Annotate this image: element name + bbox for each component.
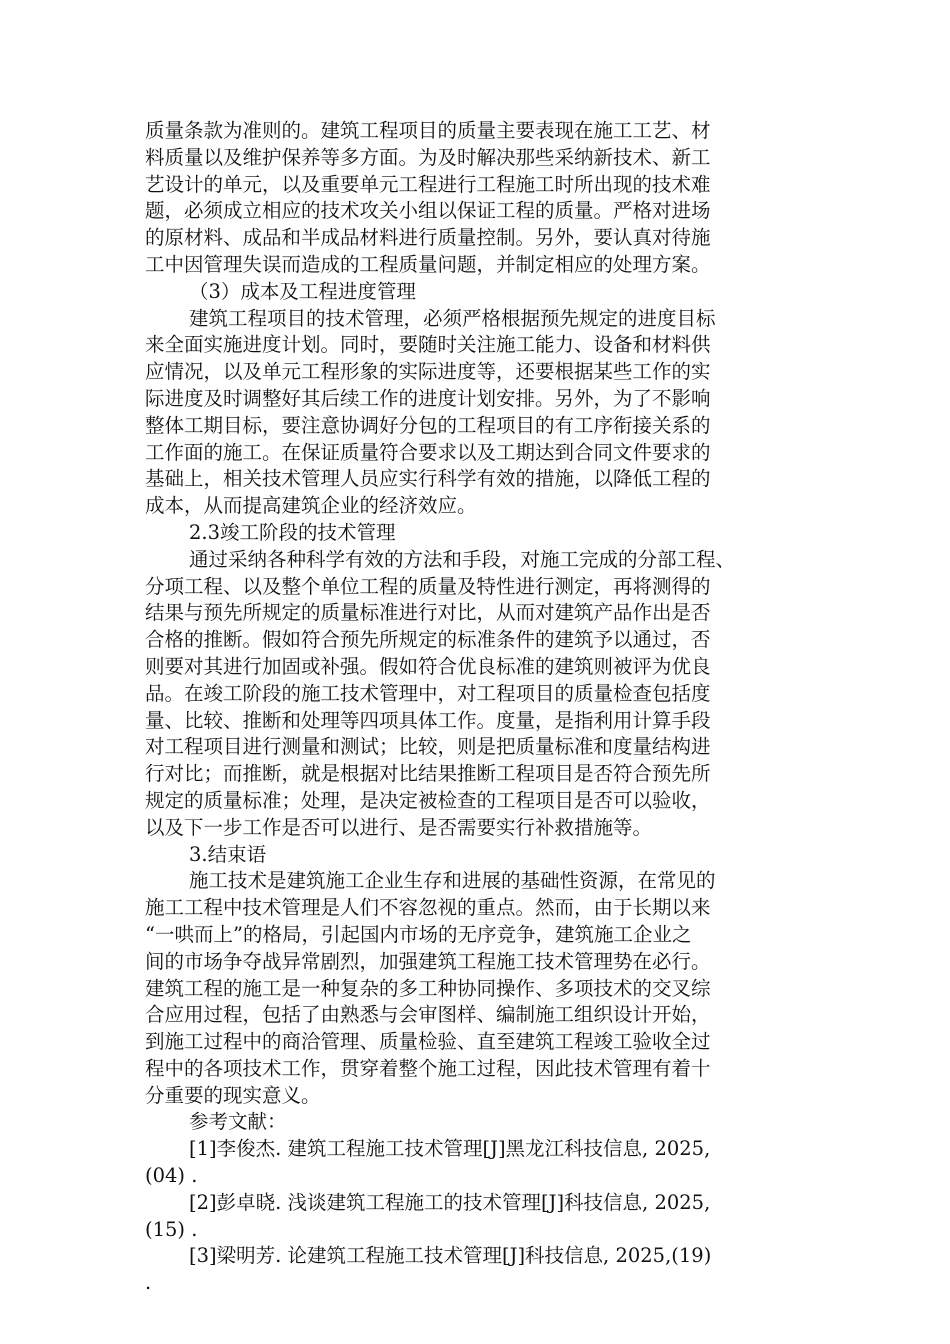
section-heading: 参考文献：: [189, 1110, 287, 1134]
text-line: 艺设计的单元，以及重要单元工程进行工程施工时所出现的技术难: [145, 172, 711, 196]
section-heading: （3）成本及工程进度管理: [189, 279, 416, 303]
text-line: 建筑工程的施工是一种复杂的多工种协同操作、多项技术的交叉综: [145, 976, 711, 1000]
text-line: 基础上，相关技术管理人员应实行科学有效的措施，以降低工程的: [145, 467, 711, 491]
text-line: 工中因管理失误而造成的工程质量问题，并制定相应的处理方案。: [145, 252, 711, 276]
text-line: 量、比较、推断和处理等四项具体工作。度量，是指利用计算手段: [145, 708, 711, 732]
text-line: 对工程项目进行测量和测试；比较，则是把质量标准和度量结构进: [145, 735, 711, 759]
text-line: (04) .: [145, 1164, 198, 1188]
text-line: 间的市场争夺战异常剧烈，加强建筑工程施工技术管理势在必行。: [145, 949, 711, 973]
text-line: 到施工过程中的商洽管理、质量检验、直至建筑工程竣工验收全过: [145, 1030, 711, 1054]
text-line: 来全面实施进度计划。同时，要随时关注施工能力、设备和材料供: [145, 333, 711, 357]
document-body: [145, 118, 815, 1297]
paragraph: [145, 547, 815, 842]
text-line: 结果与预先所规定的质量标准进行对比，从而对建筑产品作出是否: [145, 601, 711, 625]
text-line: 应情况，以及单元工程形象的实际进度等，还要根据某些工作的实: [145, 360, 711, 384]
section-heading: 3.结束语: [189, 842, 267, 866]
text-line: 工作面的施工。在保证质量符合要求以及工期达到合同文件要求的: [145, 440, 711, 464]
text-line: [1]李俊杰. 建筑工程施工技术管理[J]黑龙江科技信息, 2025,: [189, 1137, 711, 1161]
text-line: .: [145, 1271, 152, 1295]
text-line: 质量条款为准则的。建筑工程项目的质量主要表现在施工工艺、材: [145, 119, 711, 142]
text-line: 际进度及时调整好其后续工作的进度计划安排。另外，为了不影响: [145, 386, 711, 410]
text-line: 通过采纳各种科学有效的方法和手段，对施工完成的分部工程、: [189, 547, 736, 571]
section-heading: 2.3竣工阶段的技术管理: [189, 520, 396, 544]
text-line: 施工技术是建筑施工企业生存和进展的基础性资源，在常见的: [189, 869, 716, 893]
text-line: 程中的各项技术工作，贯穿着整个施工过程，因此技术管理有着十: [145, 1056, 711, 1080]
text-line: 以及下一步工作是否可以进行、是否需要实行补救措施等。: [145, 815, 653, 839]
text-line: (15) .: [145, 1217, 198, 1241]
text-line: 成本，从而提高建筑企业的经济效应。: [145, 494, 477, 518]
text-line: 合应用过程，包括了由熟悉与会审图样、编制施工组织设计开始，: [145, 1003, 711, 1027]
paragraph: [145, 868, 815, 1109]
text-line: 分重要的现实意义。: [145, 1083, 321, 1107]
paragraph: [145, 1136, 815, 1190]
paragraph: [145, 1190, 815, 1244]
paragraph: [145, 306, 815, 520]
text-line: 建筑工程项目的技术管理，必须严格根据预先规定的进度目标: [189, 306, 716, 330]
text-line: 分项工程、以及整个单位工程的质量及特性进行测定，再将测得的: [145, 574, 711, 598]
paragraph-continued: [145, 118, 815, 279]
text-line: [2]彭卓晓. 浅谈建筑工程施工的技术管理[J]科技信息, 2025,: [189, 1190, 711, 1214]
text-line: 规定的质量标准；处理，是决定被检查的工程项目是否可以验收，: [145, 788, 711, 812]
text-line: 料质量以及维护保养等多方面。为及时解决那些采纳新技术、新工: [145, 145, 711, 169]
text-line: [3]梁明芳. 论建筑工程施工技术管理[J]科技信息, 2025,(19): [189, 1244, 712, 1268]
text-line: “一哄而上”的格局，引起国内市场的无序竞争，建筑施工企业之: [145, 922, 692, 946]
text-line: 品。在竣工阶段的施工技术管理中，对工程项目的质量检查包括度: [145, 681, 711, 705]
paragraph: [145, 1243, 815, 1297]
text-line: 合格的推断。假如符合预先所规定的标准条件的建筑予以通过，否: [145, 628, 711, 652]
text-line: 则要对其进行加固或补强。假如符合优良标准的建筑则被评为优良: [145, 654, 711, 678]
text-line: 题，必须成立相应的技术攻关小组以保证工程的质量。严格对进场: [145, 199, 711, 223]
text-line: 的原材料、成品和半成品材料进行质量控制。另外，要认真对待施: [145, 226, 711, 250]
text-line: 施工工程中技术管理是人们不容忽视的重点。然而，由于长期以来: [145, 896, 711, 920]
text-line: 行对比；而推断，就是根据对比结果推断工程项目是否符合预先所: [145, 762, 711, 786]
text-line: 整体工期目标，要注意协调好分包的工程项目的有工序衔接关系的: [145, 413, 711, 437]
